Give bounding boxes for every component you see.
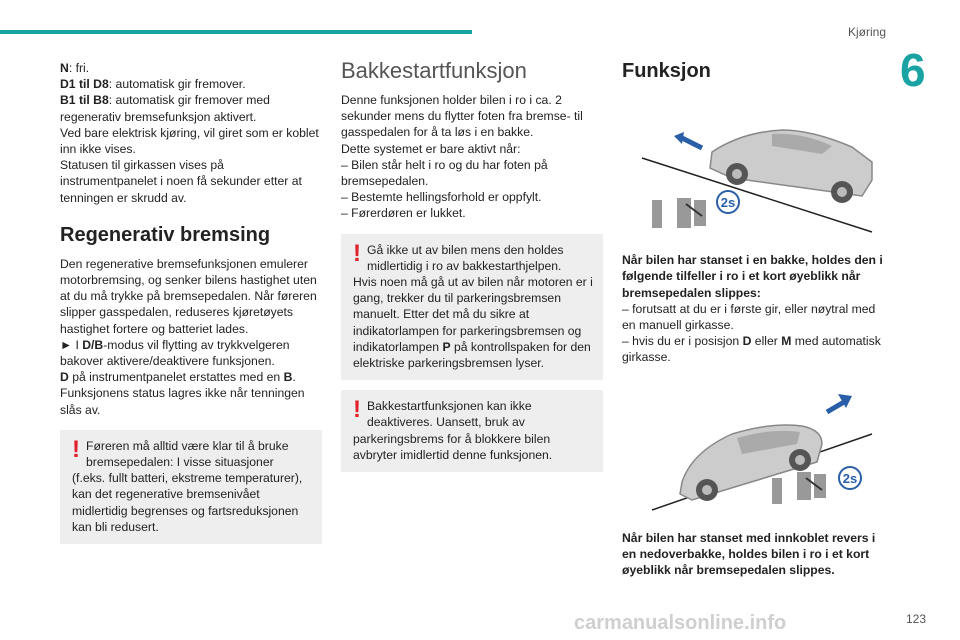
caption-downhill: Når bilen har stanset med innkoblet revers i en nedoverbakke, holdes bilen i ro i et kort øyeblikk når bremsepedalen slippes. [622, 530, 876, 578]
warning-rest: (f.eks. fullt batteri, ekstreme temperaturer), kan det regenerative bremsenivået midlertidig begrenses og fartsreduksjonen kan bli redusert. [72, 471, 303, 534]
gear-d-text: : automatisk gir fremover. [108, 77, 246, 92]
regen-b: B [283, 370, 293, 385]
timer-label: 2s [720, 195, 736, 210]
regen-intro: Den regenerative bremsefunksjonen emulerer motorbremsing, og senker bilens hastighet uten at du må trykke på bremsepedalen. Når føreren slipper gasspedalen, reduseres kjøretøyets hastighet fortere og batteriet lades. [60, 256, 317, 336]
warning-first: Gå ikke ut av bilen mens den holdes midlertidig i ro av bakkestarthjelpen. [367, 242, 564, 273]
downhill-car-illustration [622, 382, 884, 522]
regen-paragraph [60, 256, 322, 418]
function-cond-1: – forutsatt at du er i første gir, eller nøytral med en manuell girkasse. [622, 301, 876, 333]
function-cond-2-m: M [781, 334, 792, 349]
hill-start-text [341, 92, 603, 222]
heading-regenerative: Regenerativ bremsing [60, 223, 271, 246]
gear-d: D1 til D8 [60, 77, 109, 92]
watermark: carmanualsonline.info [574, 612, 787, 634]
warning-rest-a: Hvis noen må gå ut av bilen når motoren er i gang, trekker du til parkeringsbremsen manuelt. Etter det må du sikre at indikatorlampen for parkeringsbremsen og indikatorlampen [353, 275, 593, 354]
warning-icon: ! [353, 239, 361, 267]
uphill-car-illustration [622, 92, 884, 242]
function-cond-2-a: – hvis du er i posisjon [622, 334, 743, 349]
hill-cond-3: – Førerdøren er lukket. [341, 206, 466, 221]
warning-box-hill-2 [341, 390, 603, 472]
column-2 [341, 60, 603, 472]
warning-box-regen [60, 430, 322, 544]
column-3 [622, 60, 884, 578]
regen-step-text: -modus vil flytting av trykkvelgeren bakover aktivere/deaktivere funksjonen. [60, 337, 290, 369]
function-cond-2-e: med automatisk girkasse. [622, 334, 881, 365]
hill-cond-2: – Bestemte hellingsforhold er oppfylt. [341, 190, 542, 205]
warning-rest-c: på kontrollspaken for den elektriske parkeringsbremsen lyser. [353, 339, 591, 371]
gear-b: B1 til B8 [60, 93, 109, 108]
status-note: Statusen til girkassen vises på instrumentpanelet i noen få sekunder etter at tenningen er skrudd av. [60, 158, 302, 205]
function-cond-2-d: D [742, 334, 752, 349]
hill-cond-1: – Bilen står helt i ro og du har foten på bremsepedalen. [341, 157, 548, 189]
timer-label: 2s [842, 470, 858, 486]
function-cond-2-c: eller [751, 334, 782, 349]
warning-rest-p: P [442, 339, 451, 354]
regen-status: Funksjonens status lagres ikke når tenningen slås av. [60, 386, 305, 417]
heading-hill-start: Bakkestartfunksjon [341, 58, 527, 83]
warning-first: Føreren må alltid være klar til å bruke bremsepedalen: I visse situasjoner [86, 438, 289, 470]
warning-box-hill-1 [341, 234, 603, 381]
caption-uphill: Når bilen har stanset i en bakke, holdes den i følgende tilfeller i ro i et kort øyeblikk når bremsepedalen slippes: [622, 253, 883, 300]
warning-first: Bakkestartfunksjonen kan ikke deaktiveres. Uansett, bruk av [367, 399, 532, 430]
function-text-2 [622, 530, 884, 579]
warning-rest: parkeringsbrems for å blokkere bilen avbryter imidlertid denne funksjonen. [353, 431, 553, 462]
regen-step-mode: D/B [82, 337, 104, 352]
page-number: 123 [906, 612, 927, 626]
chapter-number: 6 [900, 44, 926, 96]
gear-b-text: : automatisk gir fremover med regenerativ bremsefunksjon aktivert. [60, 93, 270, 124]
electric-note: Ved bare elektrisk kjøring, vil giret som er koblet inn ikke vises. [60, 125, 319, 157]
function-text [622, 252, 884, 365]
warning-icon: ! [72, 435, 80, 463]
gear-list [60, 60, 322, 206]
heading-function: Funksjon [622, 60, 711, 82]
regen-step-prefix: ► I [60, 337, 83, 352]
gear-n-text: : fri. [68, 61, 90, 75]
hill-conditions: Dette systemet er bare aktivt når: [341, 141, 521, 156]
section-title: Kjøring [847, 25, 886, 39]
column-1 [60, 60, 322, 544]
gear-n: N [60, 61, 69, 75]
warning-icon: ! [353, 396, 361, 424]
hill-intro: Denne funksjonen holder bilen i ro i ca. 2 sekunder mens du flytter foten fra bremse- til gasspedalen for å ta løs i en bakke. [341, 93, 583, 140]
regen-dot: . [292, 370, 296, 385]
regen-d: D [60, 370, 69, 385]
regen-replace-text: på instrumentpanelet erstattes med en [68, 370, 284, 385]
header-bar [0, 30, 472, 34]
